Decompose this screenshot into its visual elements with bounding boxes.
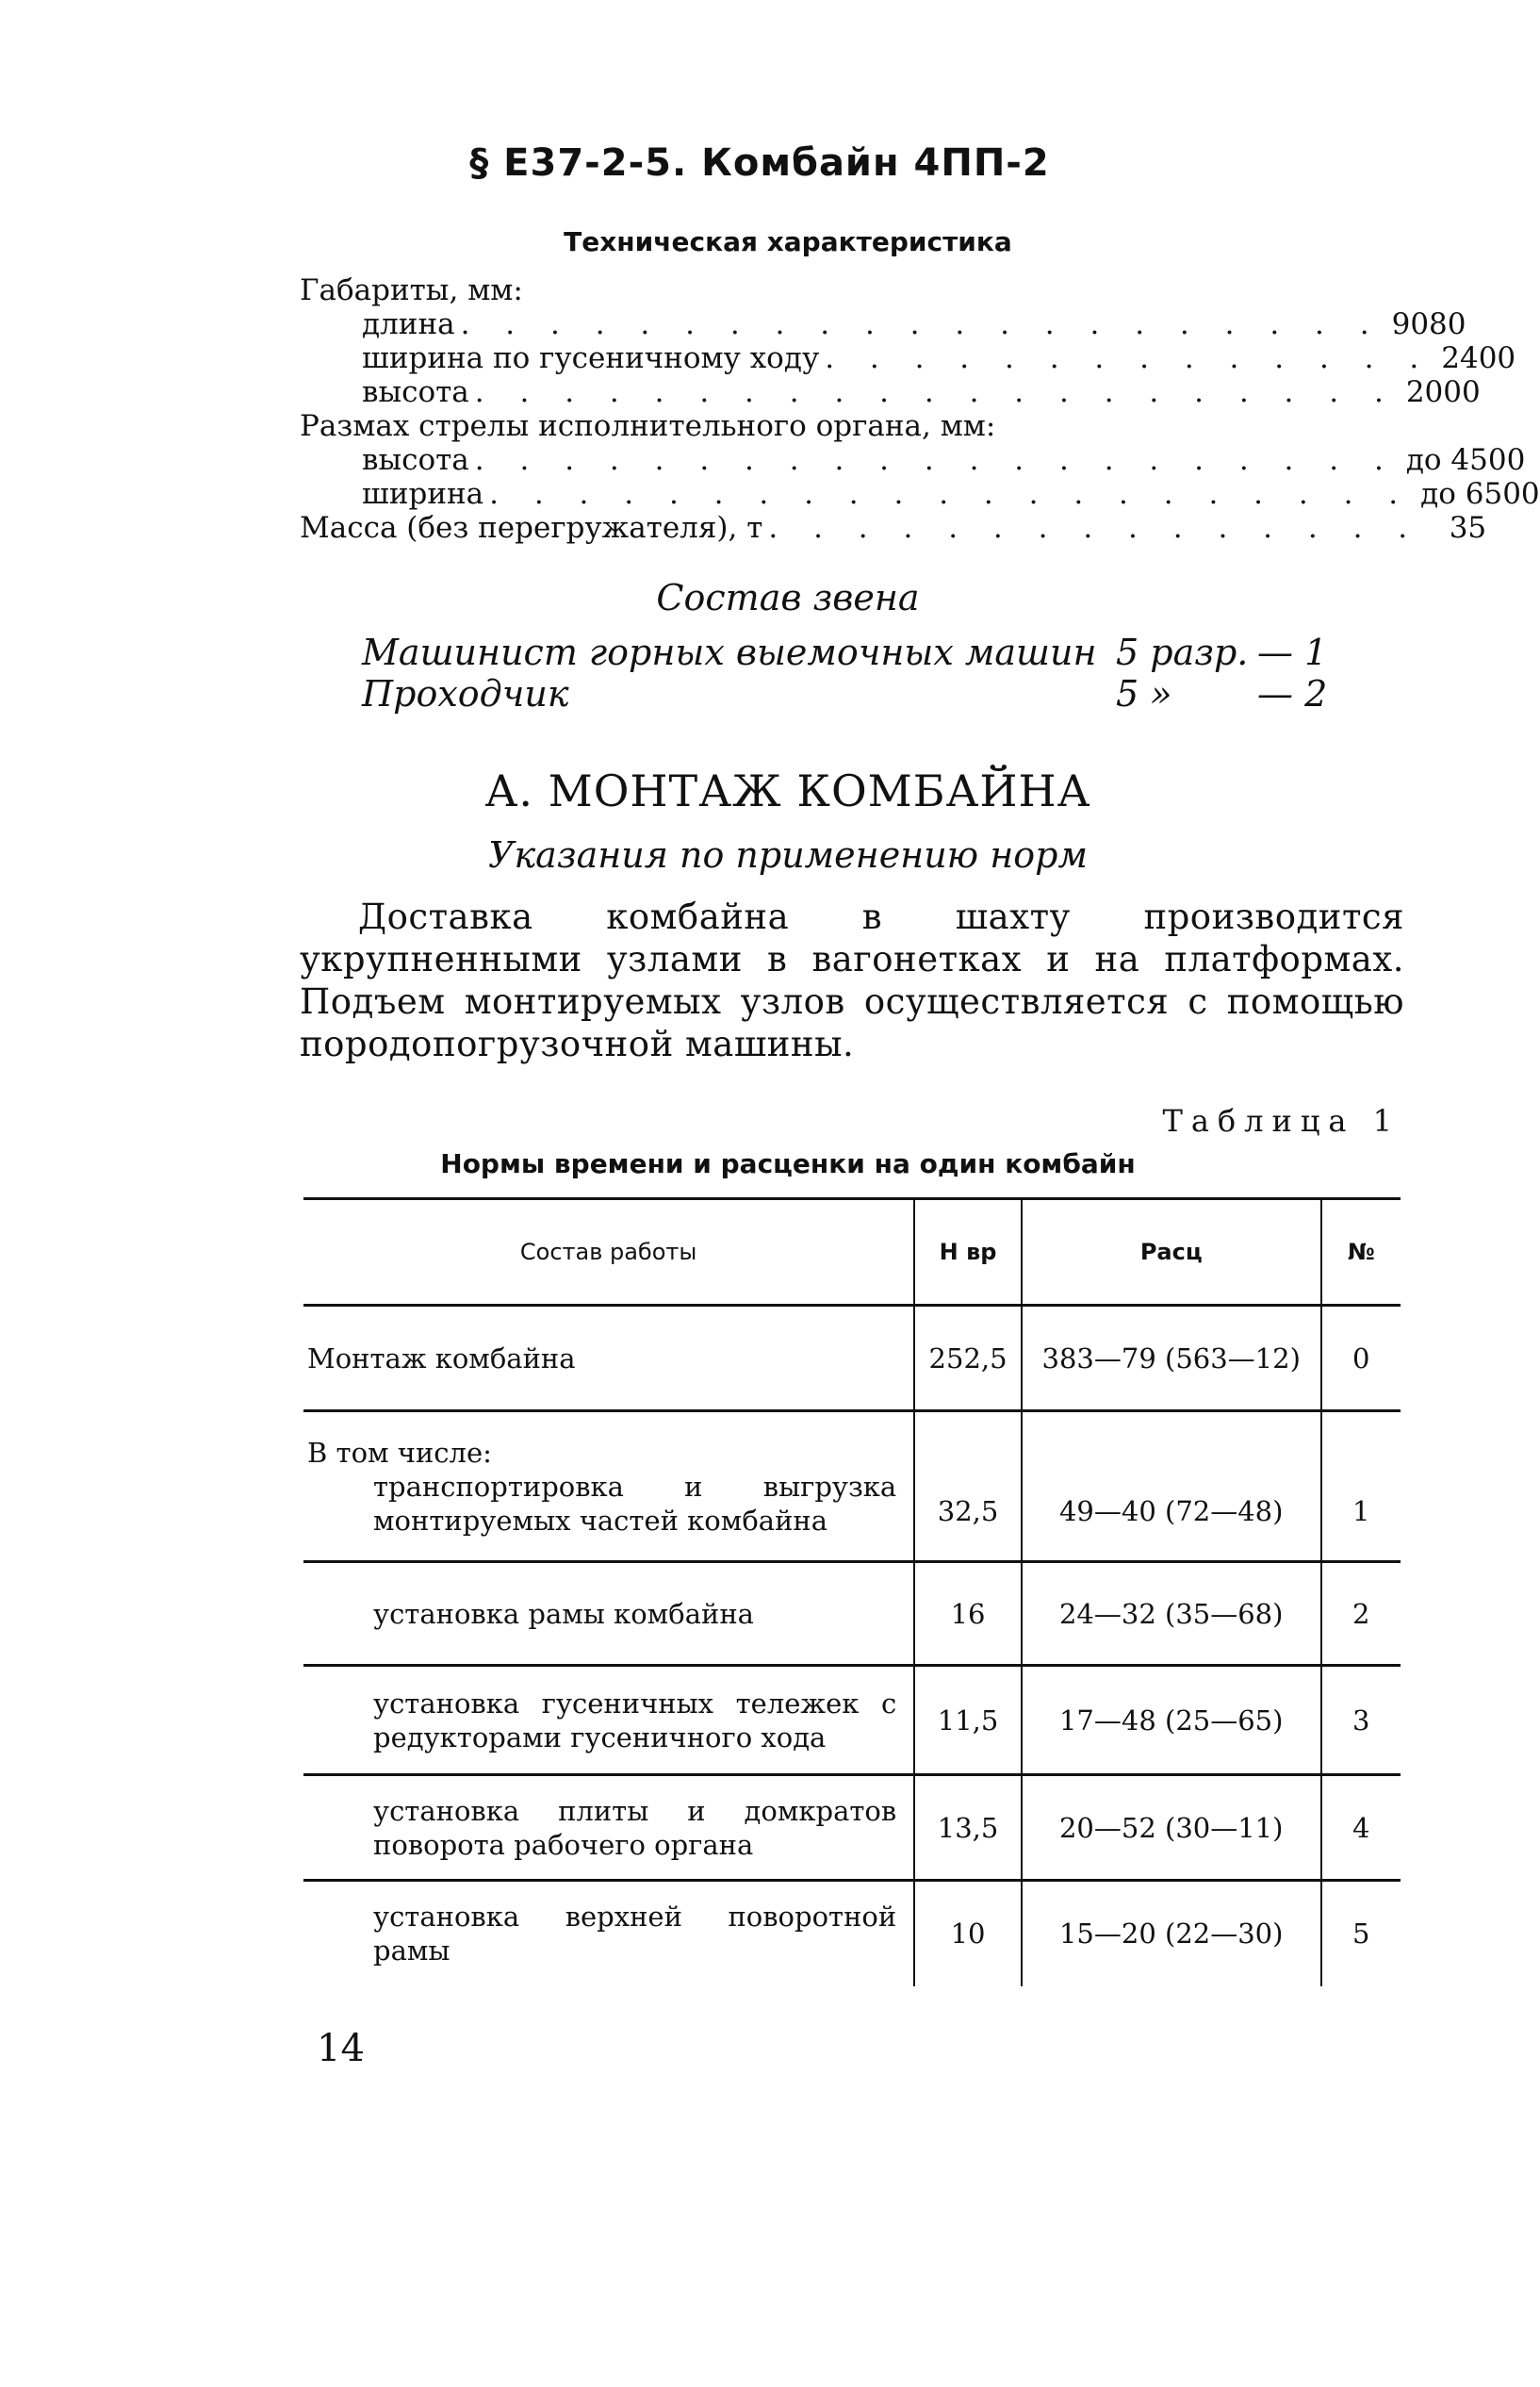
spec-row <box>300 375 1481 409</box>
cell-nvr: 11,5 <box>914 1666 1022 1775</box>
section-subtitle <box>0 834 1453 876</box>
spec-label: Размах стрелы исполнительного органа, мм: <box>300 409 996 443</box>
cell-nvr: 16 <box>914 1562 1022 1666</box>
section-subtitle-text: Указания по применению норм <box>488 834 1088 876</box>
cell-number: 3 <box>1321 1666 1401 1775</box>
crew-grade: 5 » <box>1116 673 1172 715</box>
cell-number: 4 <box>1321 1775 1401 1881</box>
cell-number: 5 <box>1321 1881 1401 1986</box>
crew-count: — 1 <box>1257 632 1328 673</box>
cell-work <box>303 1775 914 1881</box>
tech-characteristics-title <box>0 226 1453 257</box>
cell-work-text: установка плиты и домкратов поворота рабочего органа <box>373 1794 897 1861</box>
specs-list <box>300 273 1540 545</box>
spec-value: 9080 <box>1391 307 1466 341</box>
spec-label: высота <box>362 375 469 409</box>
cell-work <box>303 1306 914 1411</box>
spec-row <box>300 511 1487 545</box>
section-title-text: А. МОНТАЖ КОМБАЙНА <box>484 765 1091 816</box>
table-title <box>0 1148 1453 1179</box>
table-title-text: Нормы времени и расценки на один комбайн <box>440 1148 1136 1179</box>
cell-rate: 15—20 (22—30) <box>1022 1881 1321 1986</box>
page-number: 14 <box>317 2027 365 2070</box>
header-rate: Расц <box>1022 1199 1321 1306</box>
spec-row <box>300 307 1466 341</box>
table-row <box>303 1306 1401 1411</box>
cell-work-heading: В том числе: <box>307 1436 492 1469</box>
crew-grade: 5 разр. <box>1116 632 1249 673</box>
header-nvr: Н вр <box>914 1199 1022 1306</box>
crew-title-text: Состав звена <box>656 577 920 618</box>
crew-row <box>362 673 1333 715</box>
cell-work-text: транспортировка и выгрузка монтируемых частей комбайна <box>373 1470 897 1537</box>
cell-work-text: установка гусеничных тележек с редукторами гусеничного хода <box>373 1687 897 1753</box>
spec-leader-dots: . . . . . . . . . . . . . . . . . . . . . <box>489 477 1412 511</box>
spec-label: Габариты, мм: <box>300 273 523 307</box>
spec-value: до 6500 <box>1420 477 1540 511</box>
cell-rate: 17—48 (25—65) <box>1022 1666 1321 1775</box>
spec-label: длина <box>362 307 455 341</box>
cell-nvr: 13,5 <box>914 1775 1022 1881</box>
spec-value: 2400 <box>1441 341 1516 375</box>
cell-nvr: 10 <box>914 1881 1022 1986</box>
crew-count: — 2 <box>1257 673 1328 715</box>
spec-value: 35 <box>1449 511 1487 545</box>
crew-profession: Машинист горных выемочных машин <box>362 632 1097 673</box>
cell-rate: 383—79 (563—12) <box>1022 1306 1321 1411</box>
spec-row <box>300 341 1516 375</box>
cell-work <box>303 1562 914 1666</box>
header-work: Состав работы <box>303 1199 914 1306</box>
header-number: № <box>1321 1199 1401 1306</box>
cell-nvr: 252,5 <box>914 1306 1022 1411</box>
cell-work <box>303 1666 914 1775</box>
table-header-row <box>303 1199 1401 1306</box>
table-row <box>303 1881 1401 1986</box>
spec-row <box>300 409 1402 443</box>
norms-table <box>303 1197 1401 1986</box>
section-heading-text: § Е37-2-5. Комбайн 4ПП-2 <box>469 141 1050 185</box>
section-title <box>0 765 1453 816</box>
table-row <box>303 1411 1401 1562</box>
cell-number: 2 <box>1321 1562 1401 1666</box>
cell-rate: 49—40 (72—48) <box>1022 1411 1321 1562</box>
tech-characteristics-title-text: Техническая характеристика <box>564 226 1012 257</box>
cell-number: 1 <box>1321 1411 1401 1562</box>
spec-leader-dots: . . . . . . . . . . . . . . . . . . . . . <box>474 443 1397 477</box>
table-row <box>303 1562 1401 1666</box>
section-heading <box>0 141 1453 185</box>
cell-rate: 24—32 (35—68) <box>1022 1562 1321 1666</box>
spec-label: высота <box>362 443 469 477</box>
spec-row <box>300 273 1402 307</box>
spec-row <box>300 443 1526 477</box>
cell-work-text: установка рамы комбайна <box>373 1597 754 1630</box>
cell-rate: 20—52 (30—11) <box>1022 1775 1321 1881</box>
crew-row <box>362 632 1333 673</box>
crew-list <box>362 632 1333 715</box>
spec-leader-dots: . . . . . . . . . . . . . . <box>825 341 1433 375</box>
crew-profession: Проходчик <box>362 673 569 715</box>
spec-leader-dots: . . . . . . . . . . . . . . . . . . . . . <box>474 375 1397 409</box>
table-row <box>303 1775 1401 1881</box>
spec-label: ширина по гусеничному ходу <box>362 341 820 375</box>
cell-work-text: установка верхней поворотной рамы <box>373 1901 897 1967</box>
spec-row <box>300 477 1540 511</box>
table-row <box>303 1666 1401 1775</box>
spec-leader-dots: . . . . . . . . . . . . . . . . . . . . . <box>460 307 1383 341</box>
spec-value: 2000 <box>1405 375 1481 409</box>
spec-leader-dots: . . . . . . . . . . . . . . . <box>768 511 1421 545</box>
spec-label: ширина <box>362 477 484 511</box>
cell-work <box>303 1411 914 1562</box>
crew-title <box>0 577 1453 618</box>
cell-number: 0 <box>1321 1306 1401 1411</box>
spec-label: Масса (без перегружателя), т <box>300 511 763 545</box>
instructions-paragraph: Доставка комбайна в шахту производится укрупненными узлами в вагонетках и на платформах. Подъем монтируемых узлов осуществляется с помощью породопогрузочной машины. <box>300 897 1404 1064</box>
table-label: Таблица 1 <box>1162 1103 1401 1139</box>
cell-nvr: 32,5 <box>914 1411 1022 1562</box>
cell-work-text: Монтаж комбайна <box>307 1342 576 1375</box>
spec-value: до 4500 <box>1405 443 1526 477</box>
cell-work <box>303 1881 914 1986</box>
